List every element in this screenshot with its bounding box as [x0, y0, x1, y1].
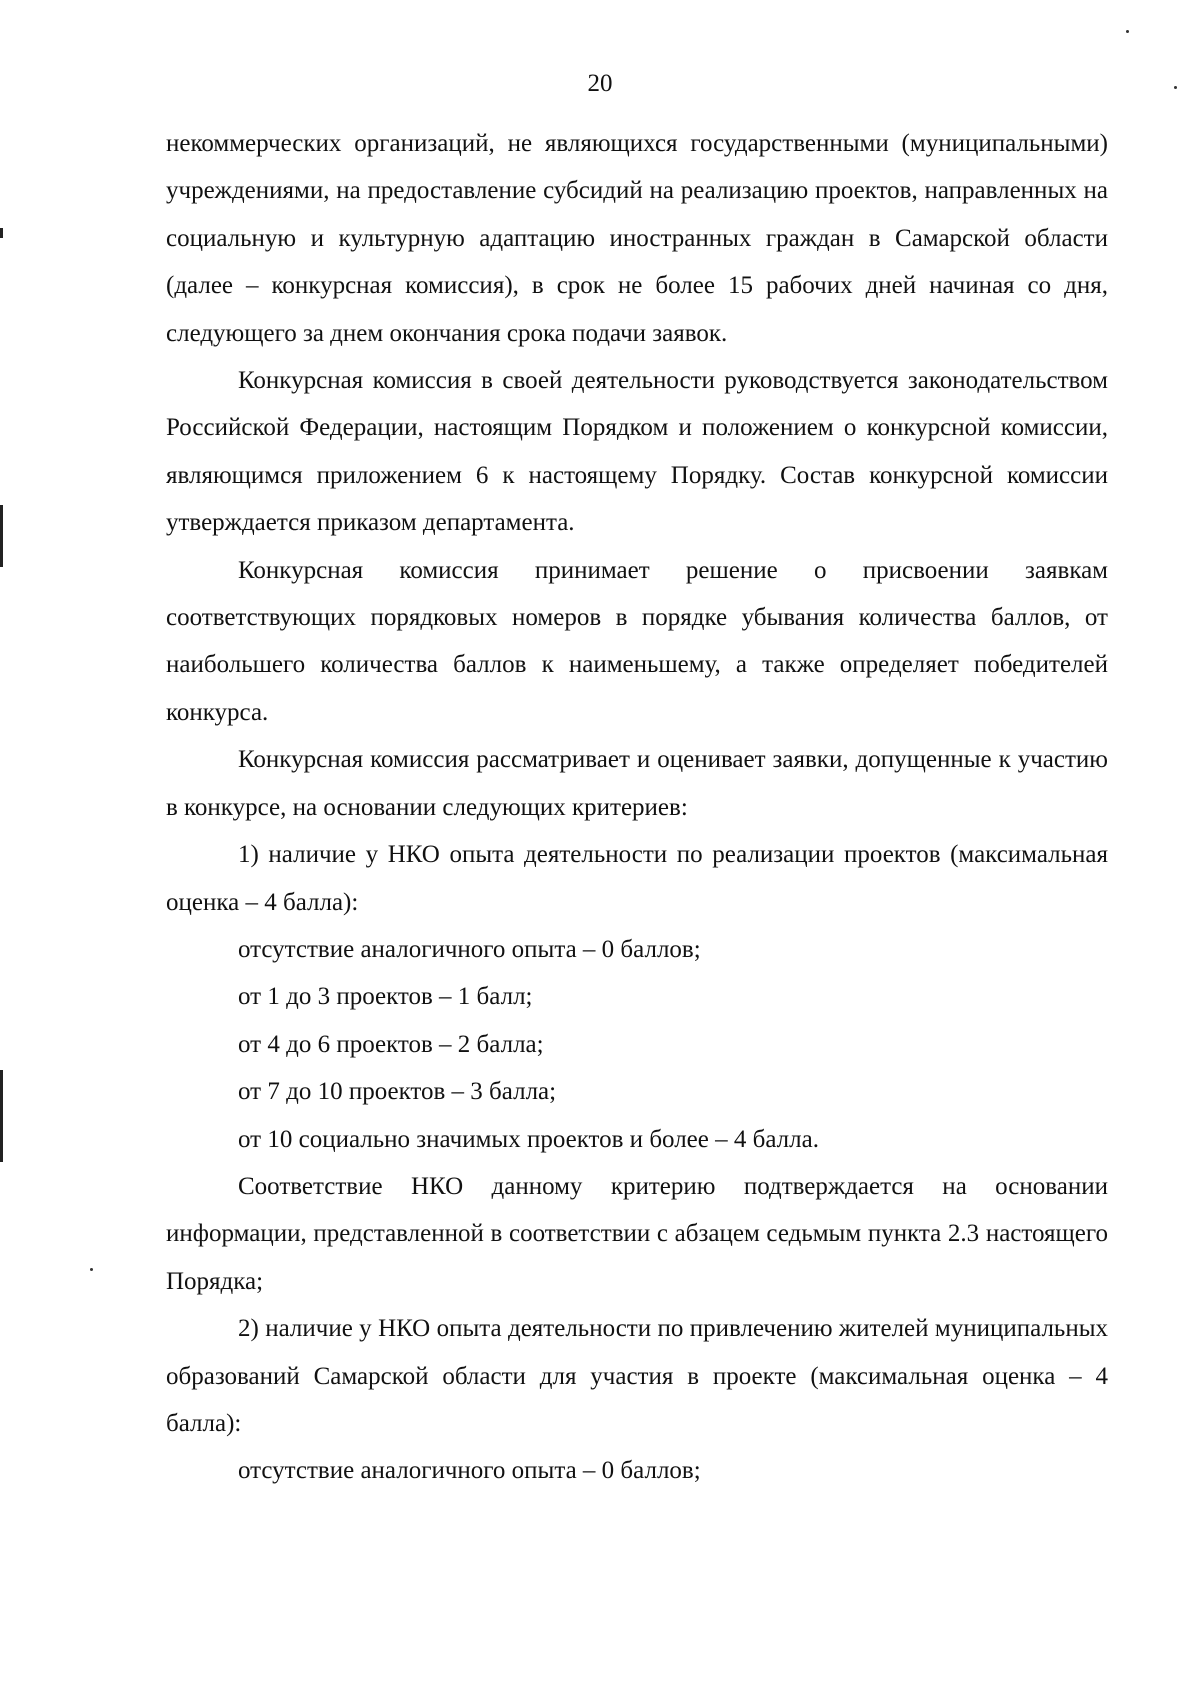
criterion-1-item: отсутствие аналогичного опыта – 0 баллов; [238, 935, 701, 963]
page-number: 20 [587, 70, 613, 97]
criterion-1-item: от 1 до 3 проектов – 1 балл; [238, 983, 533, 1011]
paragraph-evaluation-criteria: Конкурсная комиссия рассматривает и оценивает заявки, допущенные к участию в конкурсе, на основании следующих критериев: [166, 746, 1108, 821]
scan-edge-mark [0, 505, 3, 567]
scan-edge-mark [0, 228, 3, 238]
criterion-2-item: отсутствие аналогичного опыта – 0 баллов; [238, 1457, 701, 1485]
scan-speck [1126, 30, 1129, 33]
paragraph-continuation: некоммерческих организаций, не являющихся государственными (муниципальными) учреждениями, на предоставление субсидий на реализацию проектов, направленных на социальную и культурную адаптацию иностранных граждан в Самарской области (далее – конкурсная комиссия), в срок не более 15 рабочих дней начиная со дня, следующего за днем окончания срока подачи заявок. [166, 130, 1108, 347]
paragraph-commission-decision: Конкурсная комиссия принимает решение о присвоении заявкам соответствующих порядковых номеров в порядке убывания количества баллов, от наибольшего количества баллов к наименьшему, а также определяет победителей конкурса. [166, 556, 1108, 726]
criterion-2-heading: 2) наличие у НКО опыта деятельности по привлечению жителей муниципальных образований Самарской области для участия в проекте (максимальная оценка – 4 балла): [166, 1315, 1108, 1437]
criterion-1-item: от 7 до 10 проектов – 3 балла; [238, 1078, 557, 1106]
scan-speck [90, 1268, 93, 1271]
criterion-1-heading: 1) наличие у НКО опыта деятельности по реализации проектов (максимальная оценка – 4 балла): [166, 841, 1108, 916]
criterion-1-confirmation: Соответствие НКО данному критерию подтверждается на основании информации, представленной в соответствии с абзацем седьмым пункта 2.3 настоящего Порядка; [166, 1172, 1108, 1295]
paragraph-commission-legal-basis: Конкурсная комиссия в своей деятельности руководствуется законодательством Российской Федерации, настоящим Порядком и положением о конкурсной комиссии, являющимся приложением 6 к настоящему Порядку. Состав конкурсной комиссии утверждается приказом департамента. [166, 367, 1108, 537]
criterion-1-item: от 10 социально значимых проектов и более – 4 балла. [238, 1125, 819, 1153]
scan-edge-mark [0, 1070, 3, 1162]
document-body [166, 120, 1108, 1495]
criterion-1-item: от 4 до 6 проектов – 2 балла; [238, 1030, 544, 1058]
